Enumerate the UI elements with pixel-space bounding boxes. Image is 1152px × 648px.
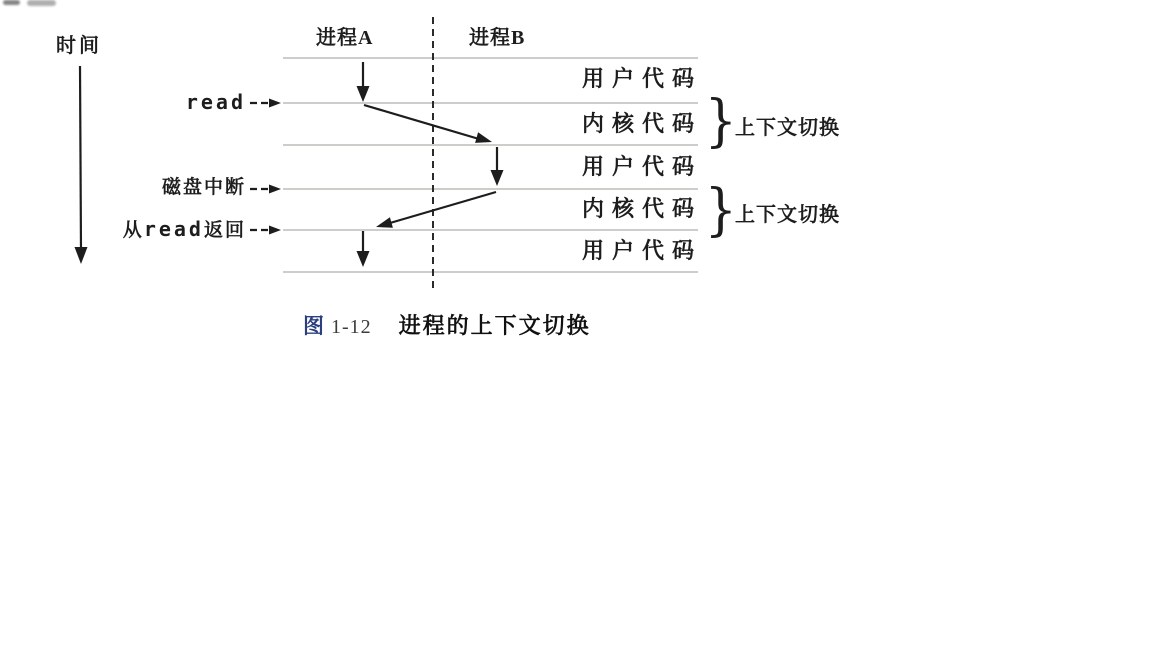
flow-arrowhead-icon	[357, 86, 370, 102]
annotation-arrowhead-icon	[269, 185, 281, 194]
flow-arrowhead-icon	[357, 251, 370, 267]
row-label-user-code: 用户代码	[582, 66, 703, 91]
process-b-label: 进程B	[469, 27, 526, 49]
annotation-arrowhead-icon	[269, 99, 281, 108]
annotation-read-call-text: read	[185, 90, 246, 114]
flow-arrowhead-icon	[475, 132, 492, 143]
flow-switch-a-to-b-line	[364, 105, 479, 139]
flow-switch-b-to-a-line	[390, 192, 496, 223]
row-label-user-code: 用户代码	[582, 154, 703, 179]
annotation-read-return	[0, 217, 246, 243]
context-switch-label: 上下文切换	[735, 117, 840, 139]
caption-figure-word: 图	[303, 314, 324, 338]
annotation-arrowhead-icon	[269, 226, 281, 235]
flow-arrowhead-icon	[376, 217, 393, 228]
flow-arrowhead-icon	[491, 170, 504, 186]
time-axis-label: 时间	[56, 35, 102, 57]
row-label-kernel-code: 内核代码	[582, 111, 703, 136]
annotation-read-return-code: read	[143, 217, 204, 241]
caption-figure-number: 1-12	[331, 316, 372, 338]
annotation-read-return-prefix: 从	[122, 220, 144, 241]
annotation-read-return-suffix: 返回	[203, 220, 246, 241]
context-switch-label: 上下文切换	[735, 204, 840, 226]
row-label-kernel-code: 内核代码	[582, 196, 703, 221]
time-axis-arrowhead-icon	[75, 247, 88, 264]
annotation-read-call	[0, 90, 246, 116]
context-switch-brace-icon: }	[704, 89, 737, 154]
caption-title: 进程的上下文切换	[398, 313, 591, 338]
figure-caption	[303, 309, 591, 340]
process-a-label: 进程A	[316, 27, 374, 49]
annotation-disk-interrupt	[0, 176, 246, 200]
row-label-user-code: 用户代码	[582, 238, 703, 263]
annotation-disk-interrupt-text: 磁盘中断	[161, 177, 246, 198]
context-switch-brace-icon: }	[704, 178, 737, 243]
